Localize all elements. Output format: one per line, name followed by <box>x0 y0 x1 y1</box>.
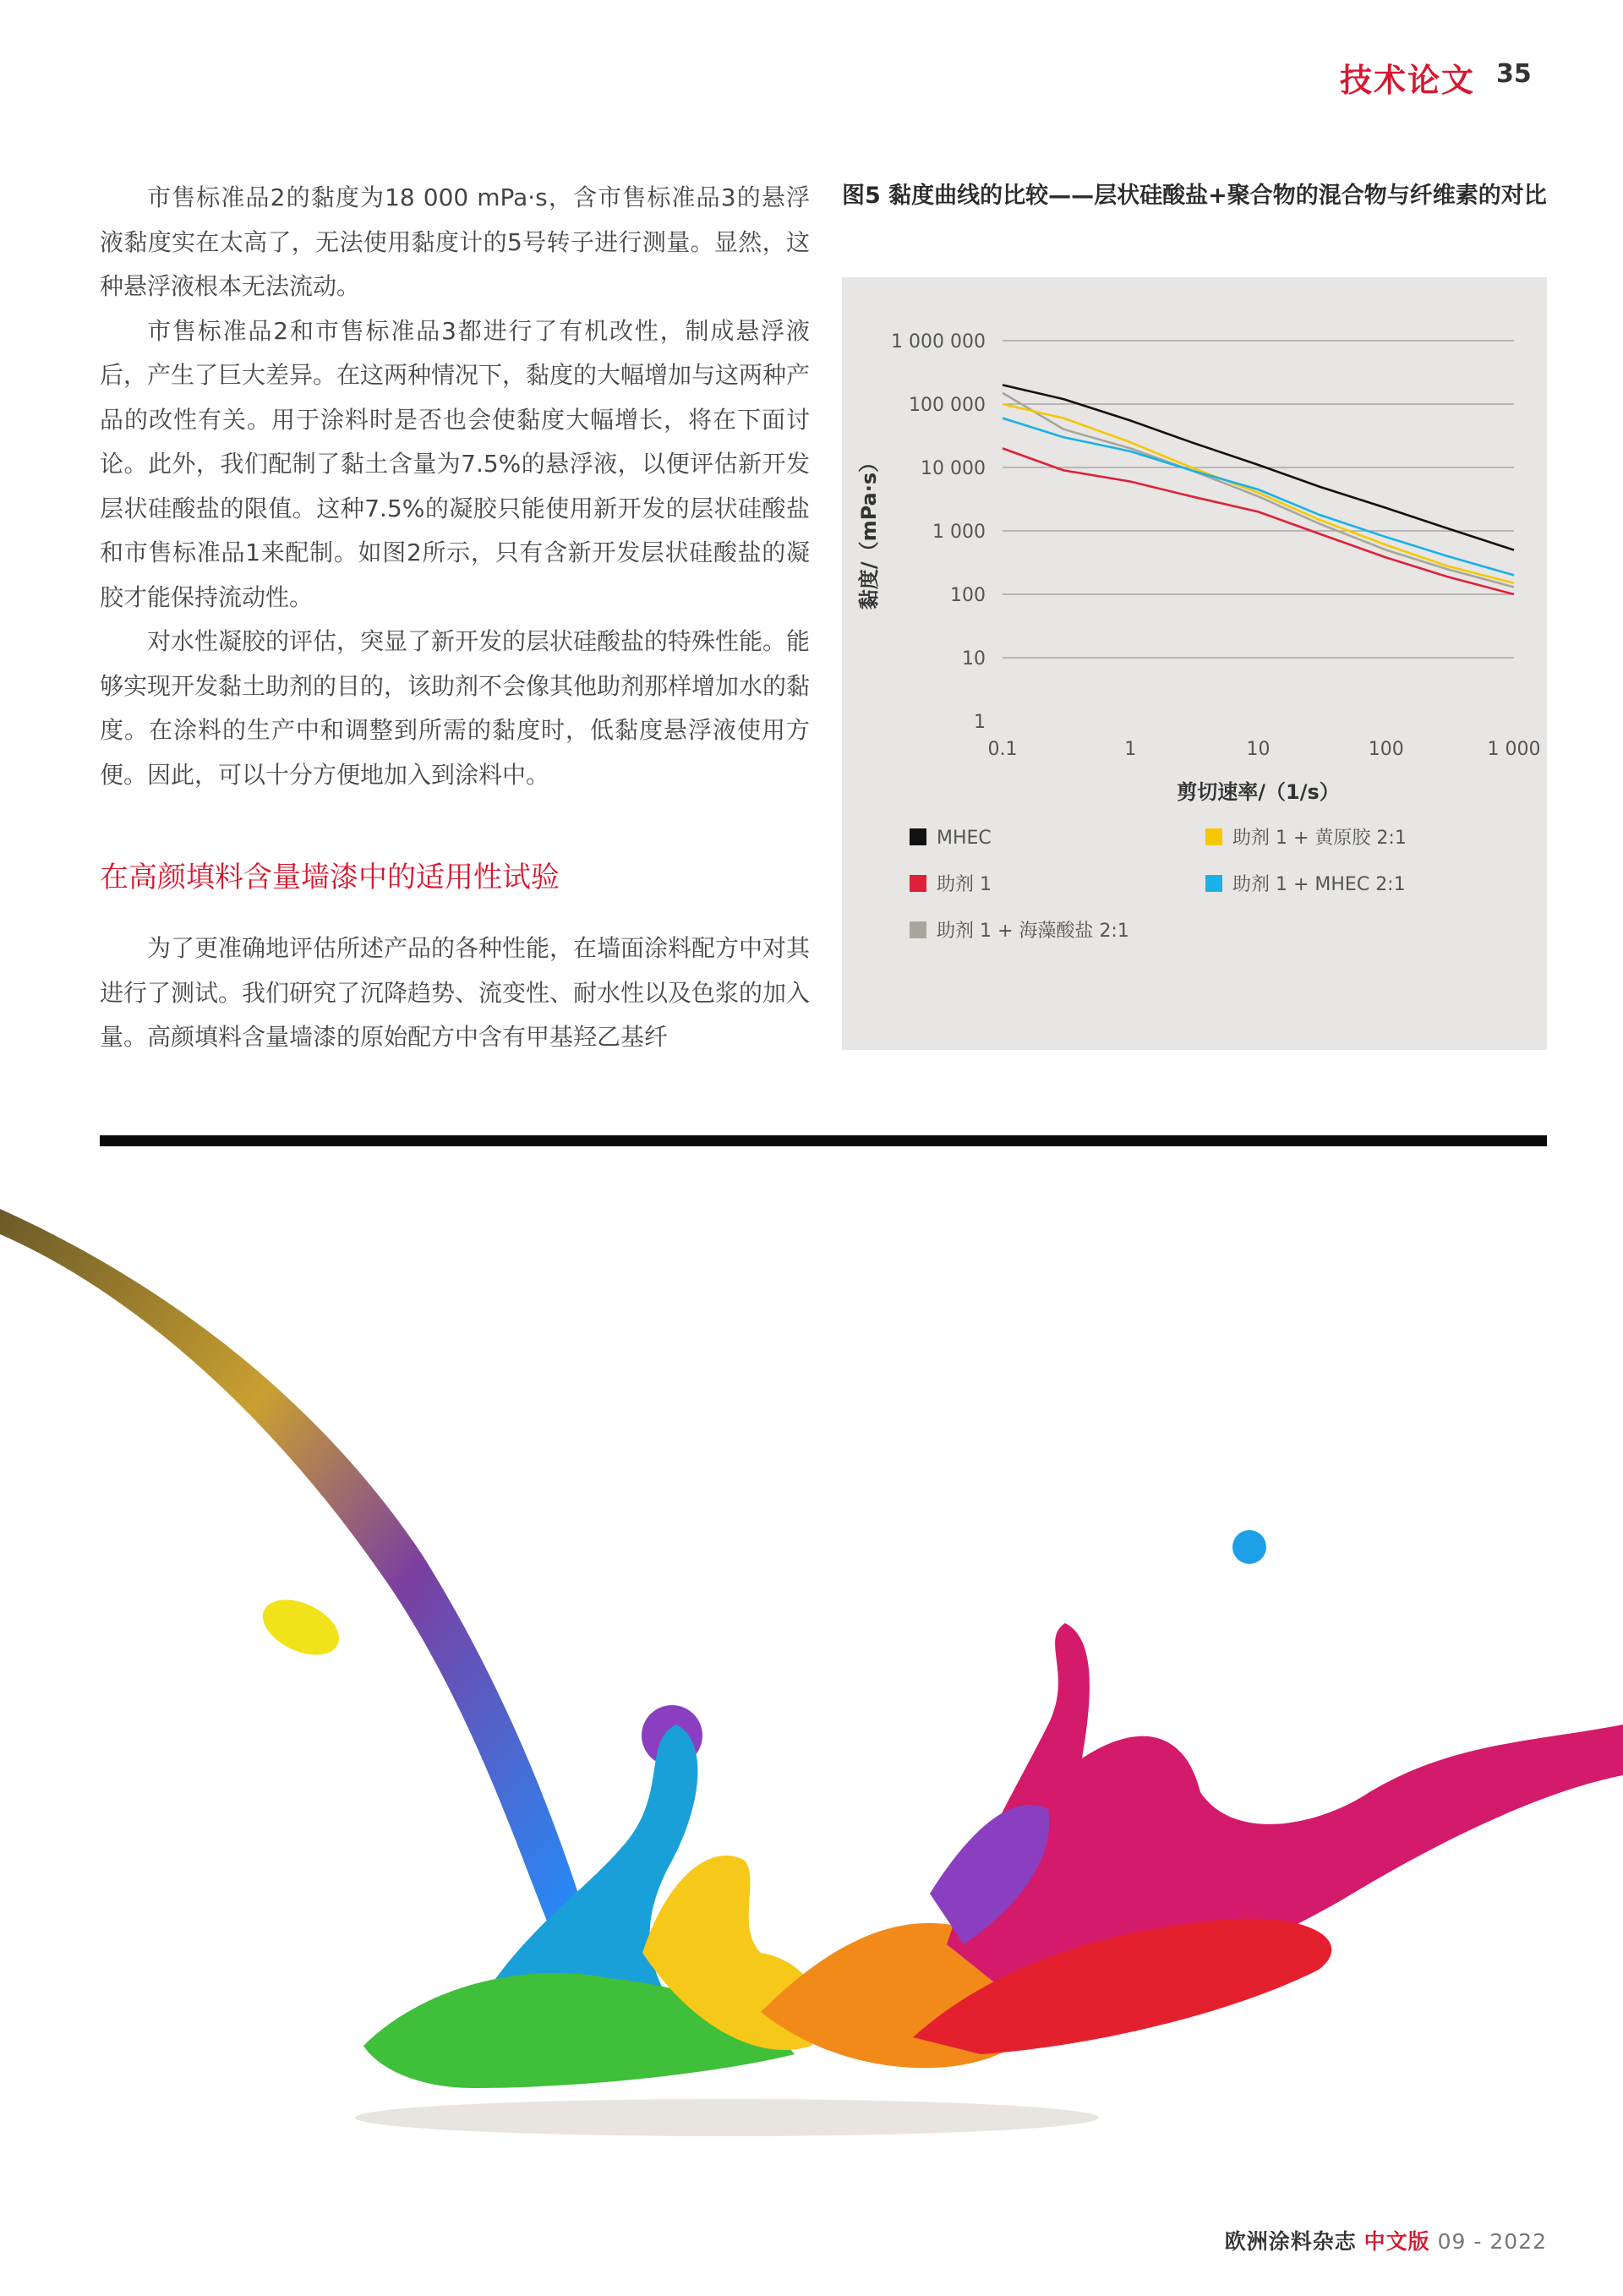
y-axis-label: 黏度/（mPa·s） <box>857 451 881 610</box>
legend-label: 助剂 1 <box>937 874 992 895</box>
legend-swatch <box>910 875 926 892</box>
section-tag: 技术论文 <box>1340 62 1476 99</box>
x-axis-label: 剪切速率/（1/s） <box>1177 780 1340 804</box>
x-tick-label: 1 000 <box>1487 739 1541 760</box>
y-tick-label: 10 <box>962 648 986 670</box>
legend-item <box>910 917 1129 946</box>
y-tick-label: 1 <box>974 712 986 733</box>
x-tick-label: 0.1 <box>987 739 1018 760</box>
series-line-1 <box>1003 448 1514 594</box>
x-tick-label: 100 <box>1368 739 1404 760</box>
y-tick-label: 10 000 <box>921 458 986 479</box>
body-text-block-1 <box>100 176 810 797</box>
series-line-3 <box>1003 404 1514 583</box>
page-number: 35 <box>1496 59 1532 89</box>
legend-label: 助剂 1 + MHEC 2:1 <box>1232 874 1406 895</box>
paint-stream <box>0 1209 592 1936</box>
legend-swatch <box>1205 828 1222 845</box>
footer-edition: 中文版 <box>1363 2229 1430 2254</box>
yellow-drop <box>254 1588 348 1665</box>
paragraph: 市售标准品2和市售标准品3都进行了有机改性，制成悬浮液后，产生了巨大差异。在这两种情况下，黏度的大幅增加与这两种产品的改性有关。用于涂料时是否也会使黏度大幅增长，将在下面讨论。此外，我们配制了黏土含量为7.5%的悬浮液，以便评估新开发层状硅酸盐的限值。这种7.5%的凝胶只能使用新开发的层状硅酸盐和市售标准品1来配制。如图2所示，只有含新开发层状硅酸盐的凝胶才能保持流动性。 <box>100 316 811 611</box>
y-tick-label: 100 000 <box>909 395 986 416</box>
page-footer <box>1099 2225 1547 2255</box>
footer-issue: 09 - 2022 <box>1437 2229 1547 2254</box>
blue-drop <box>1232 1530 1266 1564</box>
legend-item <box>1205 824 1407 853</box>
footer-magazine: 欧洲涂料杂志 <box>1224 2229 1357 2254</box>
paragraph: 对水性凝胶的评估，突显了新开发的层状硅酸盐的特殊性能。能够实现开发黏土助剂的目的，该助剂不会像其他助剂那样增加水的黏度。在涂料的生产中和调整到所需的黏度时，低黏度悬浮液使用方便。因此，可以十分方便地加入到涂料中。 <box>100 627 811 789</box>
legend-item <box>1205 871 1406 899</box>
legend-item <box>910 871 992 899</box>
legend-swatch <box>910 828 926 845</box>
legend-swatch <box>1205 875 1222 892</box>
y-tick-label: 1 000 <box>932 522 986 543</box>
figure-caption: 图5 黏度曲线的比较——层状硅酸盐+聚合物的混合物与纤维素的对比 <box>842 183 1547 209</box>
legend-label: 助剂 1 + 海藻酸盐 2:1 <box>937 921 1129 942</box>
legend-item <box>910 824 992 853</box>
section-divider <box>100 1135 1547 1146</box>
viscosity-chart-panel <box>842 277 1547 1050</box>
section-subheading: 在高颜填料含量墙漆中的适用性试验 <box>100 861 560 894</box>
legend-label: MHEC <box>937 828 992 849</box>
x-tick-label: 10 <box>1246 739 1271 760</box>
paragraph: 为了更准确地评估所述产品的各种性能，在墙面涂料配方中对其进行了测试。我们研究了沉降趋势、流变性、耐水性以及色浆的加入量。高颜填料含量墙漆的原始配方中含有甲基羟乙基纤 <box>100 934 811 1051</box>
paragraph: 市售标准品2的黏度为18 000 mPa·s，含市售标准品3的悬浮液黏度实在太高了，无法使用黏度计的5号转子进行测量。显然，这种悬浮液根本无法流动。 <box>100 183 810 300</box>
paint-splash-illustration <box>0 1200 1623 2198</box>
x-tick-label: 1 <box>1124 739 1137 760</box>
y-tick-label: 1 000 000 <box>891 331 986 353</box>
y-tick-label: 100 <box>950 585 986 606</box>
body-text-block-2 <box>100 927 810 1060</box>
legend-label: 助剂 1 + 黄原胶 2:1 <box>1232 828 1407 849</box>
legend-swatch <box>910 921 926 938</box>
splash-shadow <box>355 2099 1099 2136</box>
